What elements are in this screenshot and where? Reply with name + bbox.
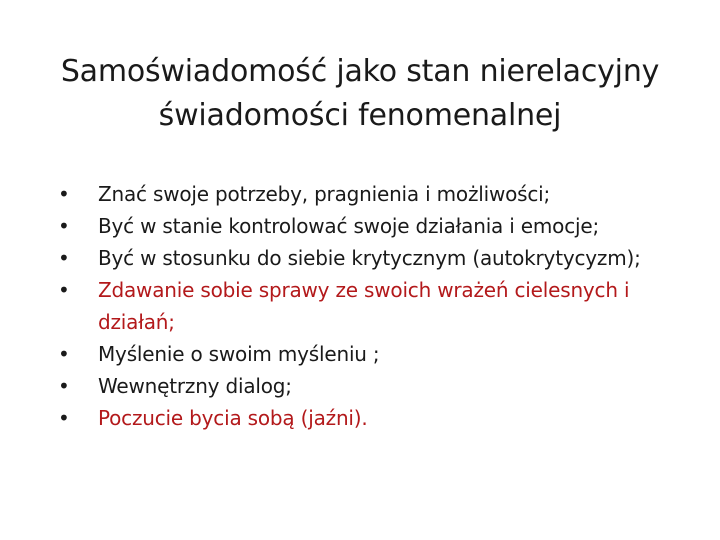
- bullet-text: Znać swoje potrzeby, pragnienia i możliwości;: [98, 182, 551, 206]
- bullet-item: [56, 242, 676, 274]
- bullet-icon: •: [58, 406, 70, 430]
- bullet-text: Myślenie o swoim myśleniu ;: [98, 342, 380, 366]
- bullet-text: Być w stosunku do siebie krytycznym (autokrytycyzm);: [98, 246, 641, 270]
- bullet-item: [56, 370, 676, 402]
- bullet-text: Wewnętrzny dialog;: [98, 374, 292, 398]
- bullet-text: Poczucie bycia sobą (jaźni).: [98, 406, 368, 430]
- bullet-icon: •: [58, 214, 70, 238]
- bullet-icon: •: [58, 182, 70, 206]
- bullet-item: [56, 402, 676, 434]
- bullet-icon: •: [58, 374, 70, 398]
- bullet-item: [56, 274, 676, 338]
- slide-title-line-2: świadomości fenomenalnej: [158, 98, 562, 133]
- slide-title-line-1: Samoświadomość jako stan nierelacyjny: [60, 54, 660, 89]
- bullet-icon: •: [58, 278, 70, 302]
- bullet-item: [56, 178, 676, 210]
- slide-title: [40, 50, 680, 138]
- bullet-text: Być w stanie kontrolować swoje działania i emocje;: [98, 214, 599, 238]
- bullet-item: [56, 210, 676, 242]
- bullet-icon: •: [58, 246, 70, 270]
- bullet-text: Zdawanie sobie sprawy ze swoich wrażeń cielesnych i działań;: [98, 278, 630, 334]
- bullet-item: [56, 338, 676, 370]
- bullet-list: [56, 178, 676, 434]
- bullet-icon: •: [58, 342, 70, 366]
